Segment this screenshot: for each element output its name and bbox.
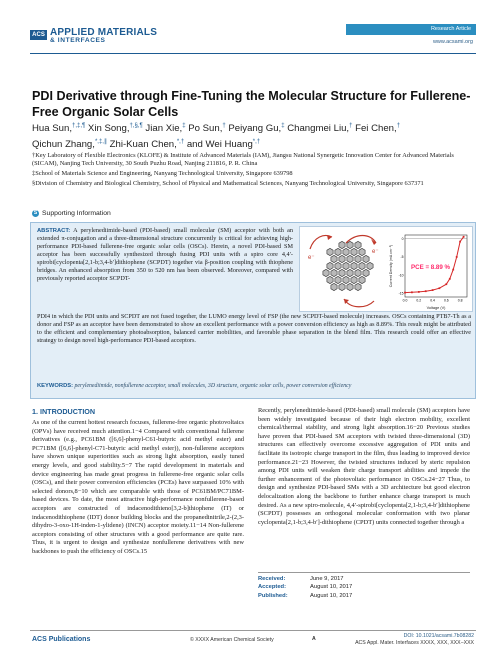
molecule-ring	[347, 241, 353, 248]
published-date-row	[258, 592, 470, 600]
jv-data-point	[439, 287, 441, 289]
molecule-ring	[355, 241, 361, 248]
x-tick-label: 0.0	[402, 298, 408, 303]
jv-data-point	[425, 290, 427, 292]
author-name[interactable]: Peiyang Gu,	[225, 123, 282, 135]
y-tick-label: -10	[398, 273, 404, 278]
molecule-ring	[355, 255, 361, 262]
published-label: Published:	[258, 592, 288, 599]
author-marks: †,§,¶	[129, 123, 143, 129]
author-list	[32, 120, 472, 151]
author-marks: †,‡,¶	[72, 123, 86, 129]
jv-chart	[389, 235, 467, 310]
author-name[interactable]: Fei Chen,	[352, 123, 397, 135]
jv-data-point	[459, 241, 461, 243]
page-number: A	[312, 636, 316, 642]
x-axis-label: Voltage (V)	[426, 306, 446, 310]
doi-block	[355, 633, 474, 646]
author-marks: †	[222, 123, 226, 129]
molecule-ring	[323, 269, 329, 276]
jv-data-point	[452, 269, 454, 271]
molecule-ring	[343, 248, 349, 255]
x-tick-label: 0.6	[443, 298, 449, 303]
molecule-ring	[351, 262, 357, 269]
acs-publications-logo[interactable]: ACS Publications	[32, 636, 91, 643]
affiliation-3: §Division of Chemistry and Biological Chemistry, School of Physical and Mathematical Sciences, Nanyang Technological University, Singapore 637371	[32, 180, 424, 187]
accepted-label: Accepted:	[258, 584, 287, 591]
copyright-notice: © XXXX American Chemical Society	[190, 637, 274, 643]
jv-data-point	[418, 291, 420, 293]
molecule-ring	[331, 255, 337, 262]
jv-data-point	[449, 278, 451, 280]
author-marks: ‡	[281, 123, 285, 129]
molecule-ring	[347, 269, 353, 276]
journal-name-line2: & INTERFACES	[50, 37, 106, 44]
doi-link[interactable]: DOI: 10.1021/acsami.7b08282	[403, 633, 474, 639]
jv-data-point	[432, 289, 434, 291]
molecule-ring	[339, 269, 345, 276]
molecule-ring	[335, 262, 341, 269]
supporting-info-icon: S	[33, 210, 38, 216]
author-marks: ‡	[182, 123, 186, 129]
journal-website-link[interactable]: www.acsami.org	[432, 39, 473, 45]
citation: ACS Appl. Mater. Interfaces XXXX, XXX, XXX−XXX	[355, 639, 474, 646]
x-tick-label: 0.2	[416, 298, 422, 303]
y-tick-label: 0	[401, 236, 404, 241]
molecule-ring	[343, 276, 349, 283]
keywords	[37, 383, 471, 389]
y-axis-label: Current Density (mA cm⁻²)	[389, 244, 393, 288]
jv-data-point	[411, 291, 413, 293]
molecule-ring	[347, 283, 353, 290]
molecule-ring	[351, 276, 357, 283]
molecule-ring	[335, 248, 341, 255]
intro-column-left: As one of the current hottest research focuses, fullerene-free organic photovoltaics (OPVs) have received much attention.1−4 Compared with conventional fullerene derivatives (e.g., PC61BM ([6,6]-phenyl-C61-butyric acid methyl ester) and PC71BM ([6,6]-phenyl-C71-butyric acid methyl ester)), non-fullerene acceptors have shown unique superiorities such as strong light absorption, easily tuned energy levels, and good stability.5−7 The rapid development in materials and device engineering has made great progress in fullerene-free organic solar cells (OSCs), and their power conversion efficiencies (PCEs) have surpassed 10% with selected donors,8−10 which are comparable with those of PC61BM/PC71BM-based devices. To date, the most attractive high-performance nonfullerene-based acceptors are constructed of indacenodithieno[3,2-b]thiophene (IT) or indacenodithiophene (IDT) donor building blocks and the propanedinitrile,2-(2,3-dihydro-3-oxo-1H-inden-1-ylidene) (INCN) acceptor moiety.11−14 Non-fullerene acceptors consisting of other structures with a good performance are quite rare. Thus, it is urgent to design and synthesize nonfullerene derivatives with new backbones to push the efficiency of OSCs.15	[32, 419, 244, 555]
abstract-body-left: A perylenediimide-based (PDI-based) small molecular (SM) acceptor with both an extended π-conjugation and a three-dimensional structure concurrently is critical for achieving high-performance PDI-based fullerene-free organic solar cells (OSCs). Herein, a novel PDI-based SM acceptor has been successfully synthesized through fusing PDI units with a spiro core 4,4′-spirobi[cyclopenta[2,1-b;3,4-b′]dithiophene (SCPDT) together via β-position coupling with thiophene bridges. An enhanced absorption from 350 to 520 nm has been observed. Moreover, compared with previously reported acceptor SCPDT-	[37, 227, 293, 283]
author-marks: *,‡,∥	[94, 138, 107, 145]
supporting-information-link[interactable]	[32, 210, 111, 217]
intro-column-right: Recently, perylenediimide-based (PDI-based) small molecule (SM) acceptors have been widely investigated because of their high electron mobility, excellent chemical/thermal stability, and strong light absorption.16−20 Previous studies have proven that PDI-based SM acceptors with twisted three-dimensional (3D) structures can effectively overcome excessive aggregation of PDI units and facilitate its isotropic charge transport in the film, thus leading to improved device performance.21−23 However, the twisted structures induced by steric repulsion among PDI units will weaken their charge transport abilities and impede the further enhancement of the photovoltaic performance in OSCs.24−27 Thus, to design and synthesize PDI-based SMs with a 3D architecture but good electron delocalization along the backbone to further enhance charge transport is much desired. As a new spiro-molecule, 4,4′-spirobi[cyclopenta[2,1-b;3,4-b′]dithiophene (SCPDT) possesses an orthogonal molecular conformation with two planar cyclopenta[2,1-b;3,4-b′]-dithiophene (CPDT) units connected together through a	[258, 407, 470, 526]
molecule-ring	[347, 255, 353, 262]
molecule-ring	[327, 248, 333, 255]
article-title: PDI Derivative through Fine-Tuning the Molecular Structure for Fullerene-Free Organic Solar Cells	[32, 89, 471, 119]
molecule-ring	[339, 241, 345, 248]
molecule-ring	[359, 248, 365, 255]
molecule-ring	[339, 255, 345, 262]
jv-data-point	[445, 283, 447, 285]
section-heading: 1. INTRODUCTION	[32, 407, 96, 416]
author-marks: *,†	[252, 138, 261, 145]
x-tick-label: 0.8	[457, 298, 463, 303]
article-type-badge: Research Article	[346, 24, 476, 35]
toc-svg	[300, 227, 474, 313]
author-marks: †	[396, 123, 401, 129]
acs-logo: ACS	[30, 30, 47, 40]
author-name[interactable]: Qichun Zhang,	[32, 138, 95, 150]
x-tick-label: 0.4	[430, 298, 435, 303]
y-tick-label: -5	[400, 255, 404, 260]
author-name[interactable]: Po Sun,	[185, 123, 223, 135]
journal-name-line1: APPLIED MATERIALS	[50, 27, 158, 38]
author-name[interactable]: Jian Xie,	[142, 123, 183, 135]
author-marks: †	[349, 123, 353, 129]
author-marks: *,†	[176, 138, 185, 145]
journal-header	[30, 24, 476, 50]
abstract-body-full: PDI4 in which the PDI units and SCPDT are not fused together, the LUMO energy level of FSP (the new SCPDT-based molecule) increases. OSCs containing PTB7-Th as a donor and FSP as an acceptor have been demonstrated to show an excellent performance with a power conversion efficiency as high as 8.89%. This result might be attributed to the efficient and complementary photoabsorption, balanced carrier mobilities, and favorable phase separation in the blend film. This research could offer an effective strategy to design novel high-performance PDI-based acceptors.	[37, 313, 471, 345]
molecule-ring	[355, 269, 361, 276]
molecule-ring	[363, 269, 369, 276]
author-name[interactable]: and Wei Huang	[184, 138, 253, 150]
header-divider	[30, 53, 476, 54]
molecule-ring	[327, 262, 333, 269]
electron-label: e⁻	[372, 249, 379, 255]
abstract-box	[30, 222, 476, 399]
molecule-ring	[367, 262, 373, 269]
published-date: August 10, 2017	[310, 592, 353, 599]
molecule-ring	[331, 283, 337, 290]
molecule-ring	[327, 276, 333, 283]
pce-label: PCE = 8.89 %	[411, 264, 451, 271]
author-name[interactable]: Hua Sun,	[32, 123, 73, 135]
author-name[interactable]: Changmei Liu,	[284, 123, 350, 135]
article-dates	[258, 572, 470, 600]
molecule-ring	[335, 276, 341, 283]
received-label: Received:	[258, 576, 286, 582]
molecule-ring	[343, 262, 349, 269]
molecule-ring	[363, 255, 369, 262]
accepted-date-row	[258, 583, 470, 591]
keywords-list: perylenediimide, nonfullerene acceptor, small molecules, 3D structure, organic solar cells, power conversion efficiency	[74, 383, 352, 389]
affiliation-2: ‡School of Materials Science and Engineering, Nanyang Technological University, Singapore 639798	[32, 170, 293, 177]
abstract-label: ABSTRACT:	[37, 228, 71, 234]
jv-data-point	[456, 256, 458, 258]
journal-logo[interactable]	[30, 27, 198, 47]
molecule-ring	[359, 276, 365, 283]
electron-label: e⁻	[308, 255, 315, 261]
accepted-date: August 10, 2017	[310, 584, 353, 591]
affiliation-1: †Key Laboratory of Flexible Electronics (KLOFE) & Institute of Advanced Materials (IAM), Jiangsu National Synergetic Innovation Center for Advanced Materials (SICAM), Nanjing Tech University, 30 South Puzhu Road, Nanjing 211816, P. R. China	[32, 152, 454, 168]
received-date-row	[258, 575, 470, 583]
jv-data-point	[404, 292, 406, 294]
author-name[interactable]: Xin Song,	[85, 123, 130, 135]
molecule-ring	[339, 283, 345, 290]
y-tick-label: -15	[398, 291, 404, 296]
supporting-info-label: Supporting Information	[42, 210, 111, 217]
molecule-ring	[359, 262, 365, 269]
molecule-ring	[331, 269, 337, 276]
abstract-text-left	[37, 227, 293, 283]
toc-graphic	[299, 226, 473, 312]
molecule-ring	[351, 248, 357, 255]
molecule-structure	[308, 235, 379, 307]
author-name[interactable]: Zhi-Kuan Chen,	[106, 138, 177, 150]
keywords-label: KEYWORDS:	[37, 383, 74, 389]
jv-data-point	[463, 236, 465, 238]
page-footer	[30, 630, 476, 650]
received-date: June 9, 2017	[310, 576, 344, 582]
molecule-ring	[355, 283, 361, 290]
